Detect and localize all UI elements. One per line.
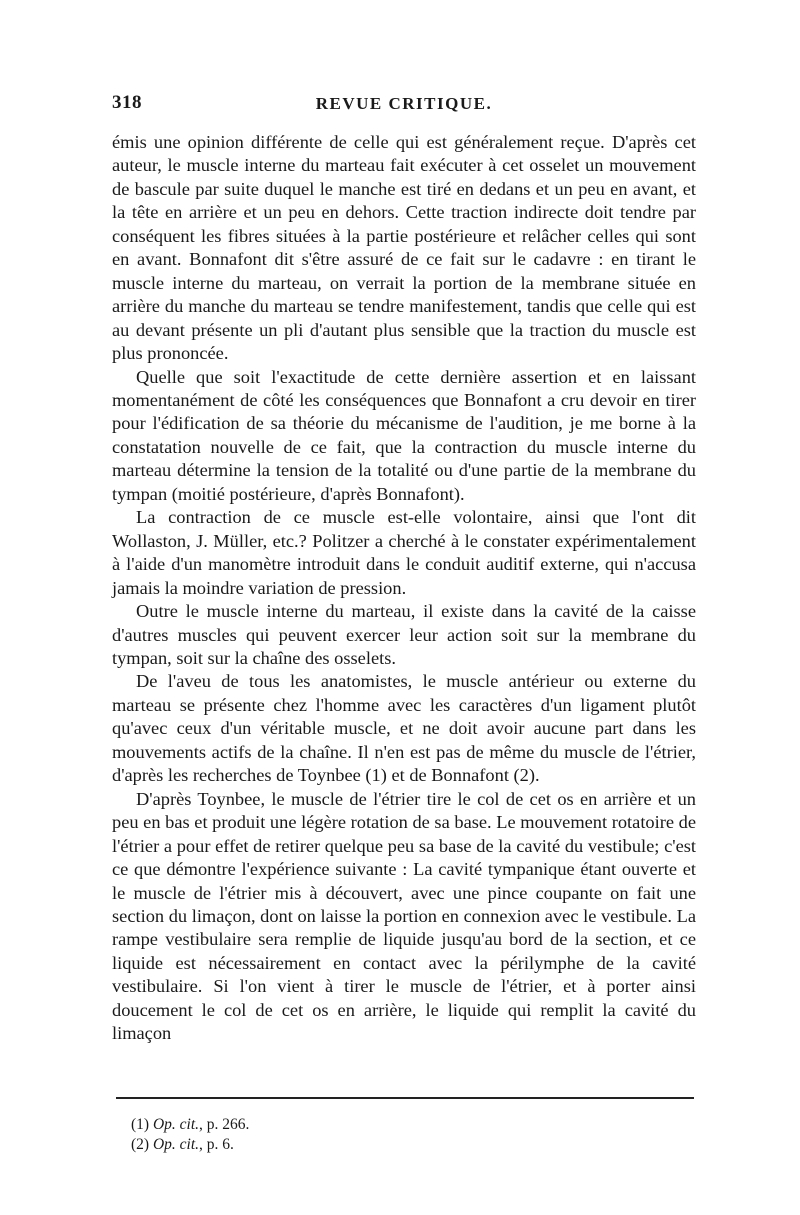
footnote-page: , p. 6. (199, 1136, 234, 1153)
page-header (112, 92, 696, 118)
footnote-number: (1) (131, 1116, 150, 1133)
paragraph-5: De l'aveu de tous les anatomistes, le muscle antérieur ou externe du marteau se présente chez l'homme avec les caractères d'un ligament plutôt qu'avec ceux d'un véritable muscle, et ne doit avoir aucune part dans les mouvements actifs de la chaîne. Il n'en est pas de même du muscle de l'étrier, d'après les recherches de Toynbee (1) et de Bonnafont (2). (112, 671, 696, 786)
footnote-1 (131, 1115, 691, 1135)
footnotes (131, 1115, 691, 1155)
footnote-rule (116, 1097, 694, 1099)
footnote-number: (2) (131, 1136, 150, 1153)
body-text (112, 131, 696, 1046)
paragraph-2: Quelle que soit l'exactitude de cette dernière assertion et en laissant momentanément de côté les conséquences que Bonnafont a cru devoir en tirer pour l'édification de sa théorie du mécanisme de l'audition, je me borne à la constatation nouvelle de ce fait, que la contraction du muscle interne du marteau détermine la tension de la totalité ou d'une partie de la membrane du tympan (moitié postérieure, d'après Bonnafont). (112, 366, 696, 504)
paragraph-1: émis une opinion différente de celle qui est généralement reçue. D'après cet auteur, le muscle interne du marteau fait exécuter à cet osselet un mouvement de bascule par suite duquel le manche est tiré en dedans et un peu en avant, et la tête en arrière et un peu en dehors. Cette traction indirecte doit tendre par conséquent les fibres situées à la partie postérieure et relâcher celles qui sont en avant. Bonnafont dit s'être assuré de ce fait sur le cadavre : en tirant le muscle interne du marteau, on verrait la portion de la membrane située en arrière du manche du marteau se tendre manifestement, tandis que celle qui est au devant présente un pli d'autant plus sensible que la traction du muscle est plus prononcée. (112, 132, 696, 364)
page-number: 318 (112, 92, 142, 113)
paragraph-6: D'après Toynbee, le muscle de l'étrier tire le col de cet os en arrière et un peu en bas et produit une légère rotation de sa base. Le mouvement rotatoire de l'étrier a pour effet de retirer quelque peu sa base de la cavité du vestibule; c'est ce que démontre l'expérience suivante : La cavité tympanique étant ouverte et le muscle de l'étrier mis à découvert, avec une pince coupante on fait une section du limaçon, dont on laisse la portion en connexion avec le vestibule. La rampe vestibulaire sera remplie de liquide jusqu'au bord de la section, et ce liquide est nécessairement en contact avec la périlymphe de la cavité vestibulaire. Si l'on vient à tirer le muscle de l'étrier, et à porter ainsi doucement le col de cet os en arrière, le liquide qui remplit la cavité du limaçon (112, 788, 696, 1044)
footnote-reference: Op. cit. (152, 1136, 200, 1153)
paragraph-4: Outre le muscle interne du marteau, il existe dans la cavité de la caisse d'autres muscles qui peuvent exercer leur action soit sur la membrane du tympan, soit sur la chaîne des osselets. (112, 601, 696, 668)
paragraph-3: La contraction de ce muscle est-elle volontaire, ainsi que l'ont dit Wollaston, J. Müller, etc.? Politzer a cherché à le constater expérimentalement à l'aide d'un manomètre introduit dans le conduit auditif externe, qui n'accusa jamais la moindre variation de pression. (112, 507, 696, 598)
footnote-2 (131, 1135, 691, 1155)
running-head: REVUE CRITIQUE. (315, 94, 493, 113)
footnote-page: , p. 266. (199, 1116, 250, 1133)
footnote-reference: Op. cit. (152, 1116, 200, 1133)
